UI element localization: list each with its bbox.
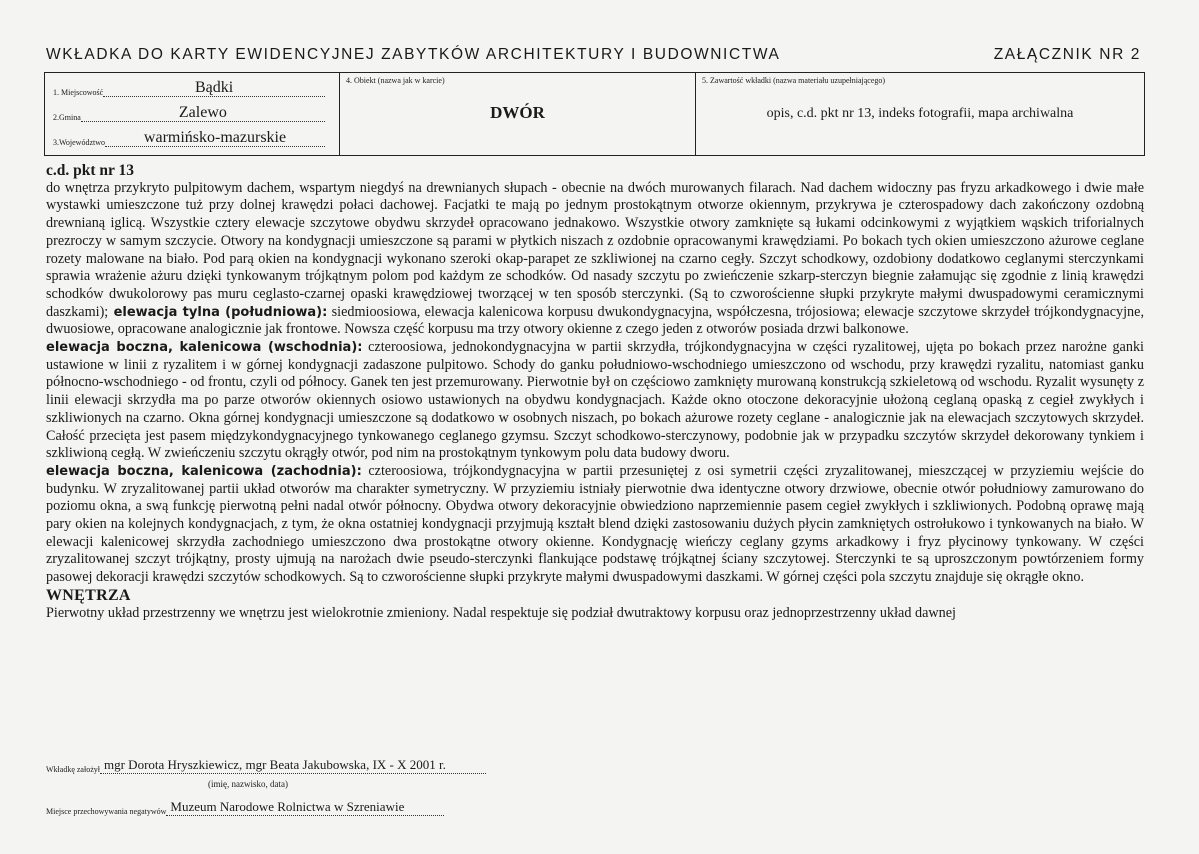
commune-row: [53, 105, 325, 122]
contents-box: [695, 72, 1145, 156]
paragraph-front: [46, 180, 1144, 339]
author-note: (imię, nazwisko, data): [208, 779, 288, 789]
rear-elevation-text: siedmioosiowa, elewacja kalenicowa korpusu dwukondygnacyjna, współczesna, trójosiowa; elewacje szczytowe skrzydeł trójkondygnacyjne, dwuosiowe, opracowane analogicznie jak frontowe. Nowsza część korpusu ma trzy otwory okienne z czego jeden z otworów posiada drzwi balkonowe.: [46, 303, 1144, 338]
author-label: Wkładkę założył: [46, 765, 100, 774]
locality-label: 1. Miejscowość: [53, 88, 104, 97]
object-value: DWÓR: [490, 103, 545, 122]
description-body: [46, 162, 1144, 622]
storage-value: Muzeum Narodowe Rolnictwa w Szreniawie: [166, 799, 444, 816]
storage-label: Miejsce przechowywania negatywów: [46, 807, 167, 816]
east-elevation-label: elewacja boczna, kalenicowa (wschodnia):: [46, 340, 363, 356]
locality-row: [53, 80, 325, 97]
contents-label: 5. Zawartość wkładki (nazwa materiału uzupełniającego): [702, 76, 886, 85]
voivodeship-row: [53, 130, 325, 147]
author-value: mgr Dorota Hryszkiewicz, mgr Beata Jakubowska, IX - X 2001 r.: [100, 757, 486, 774]
contents-value: opis, c.d. pkt nr 13, indeks fotografii, mapa archiwalna: [766, 106, 1074, 121]
location-box: [44, 72, 340, 156]
voivodeship-value: warmińsko-mazurskie: [105, 130, 325, 147]
paragraph-west: [46, 463, 1144, 587]
locality-value: Bądki: [103, 80, 325, 97]
document-title: WKŁADKA DO KARTY EWIDENCYJNEJ ZABYTKÓW ARCHITEKTURY I BUDOWNICTWA: [46, 46, 781, 63]
interior-title: WNĘTRZA: [46, 586, 131, 604]
commune-label: 2.Gmina: [53, 113, 81, 122]
object-box: [339, 72, 696, 156]
west-elevation-text: czteroosiowa, trójkondygnacyjna w partii przesuniętej z osi symetrii części zryzalitowanej, mieszczącej w przyziemiu wejście do budynku. W zryzalitowanej partii układ otworów ma charakter symetryczny. W przyziemiu istniały pierwotnie dwa identyczne otwory drzwiowe, obecnie otwór południowy zamurowano do poziomu okna, a swą funkcję pierwotną pełni nadal otwór północny. Obydwa otwory dekoracyjnie obwiedziono naprzemiennie pasem cegieł zwykłych i szkliwionych. Podobną oprawę mają pary okien na kolejnych kondygnacjach, z tym, że okna ostatniej kondygnacji przyjmują kształt blend dzięki zastosowaniu dużych płycin zamkniętych ostrołukowo i tynkowanych na biało. W elewacji kalenicowej skrzydła zachodniego umieszczono dwa prostokątne otwory okienne. Kondygnację wieńczy ceglany gzyms arkadkowy i fryz płycinowy tynkowany. W części zryzalitowanej szczyt trójkątny, prosty ujmują na narożach dwie pseudo-sterczynki flankujące podstawę trójkątnej ściany szczytowej. Sterczynki te są uproszczonym powtórzeniem formy pasowej dekoracji krawędzi szczytów schodkowych. Są to czworościenne słupki przykryte małymi dwuspadowymi daszkami. W górnej części pola szczytu znajduje się okrągłe okno.: [46, 462, 1144, 586]
paragraph-interior: Pierwotny układ przestrzenny we wnętrzu jest wielokrotnie zmieniony. Nadal respektuje się podział dwutraktowy korpusu oraz jednoprzestrzenny układ dawnej: [46, 604, 956, 621]
east-elevation-text: czteroosiowa, jednokondygnacyjna w partii skrzydła, trójkondygnacyjna w części ryzalitowej, ujęta po bokach przez narożne ganki ustawione w linii z ryzalitem i w górnej kondygnacji zadaszone pulpitowo. Schody do ganku południowo-wschodniego umieszczono od wschodu, przy krawędzi ryzalitu, natomiast ganku północno-wschodniego - od frontu, czyli od północy. Ganek ten jest przemurowany. Pierwotnie był on częściowo zamknięty murowaną konstrukcją szkieletową od wschodu. Ryzalit wysunęty z linii elewacji skrzydła ma po parze otworów okiennych osiowo ustawionych na obydwu kondygnacjach. Każde okno otoczone dekoracyjnie ułożoną ceglaną opaską z cegieł zwykłych i szkliwionych na czarno. Okna górnej kondygnacji umieszczone są dodatkowo w osobnych niszach, po bokach ażurowe rozety ceglane - analogicznie jak na elewacjach szczytowych skrzydeł. Całość przecięta jest pasem międzykondygnacyjnego tynkowanego ceglanego gzymsu. Szczyt schodkowo-sterczynowy, podobnie jak w przypadku szczytów skrzydeł dekorowany tynkiem i szkliwioną cegłą. W zwieńczeniu szczytu okrągły otwór, pod nim na prostokątnym tynkowym polu data budowy dworu.: [46, 339, 1144, 462]
rear-elevation-label: elewacja tylna (południowa):: [108, 304, 328, 320]
section-title: c.d. pkt nr 13: [46, 162, 134, 179]
west-elevation-label: elewacja boczna, kalenicowa (zachodnia):: [46, 463, 362, 479]
commune-value: Zalewo: [81, 105, 325, 122]
object-label: 4. Obiekt (nazwa jak w karcie): [346, 76, 445, 85]
paragraph-east: [46, 339, 1144, 463]
author-row: [46, 757, 486, 774]
annex-number: ZAŁĄCZNIK NR 2: [993, 46, 1141, 63]
paragraph-front-text: do wnętrza przykryto pulpitowym dachem, wspartym niegdyś na drewnianych słupach - obecnie na dwóch murowanych filarach. Nad dachem widoczny pas fryzu arkadkowego i dwie małe wystawki umieszczone tuż przy dolnej krawędzi połaci dachowej. Facjatki te mają po jednym prostokątnym otworze okiennym, przykrywa je czterospadowy dach zakończony ozdobną drewnianą iglicą. Wszystkie cztery elewacje szczytowe obydwu skrzydeł opracowano jednakowo. Wszystkie otwory zamknięte są łukami odcinkowymi z wyjątkiem wąskich triforialnych prezroczy w samym szczycie. Otwory na kondygnacji umieszczone są parami w płytkich niszach z ozdobnie opracowanymi krawędziami. Po bokach tych okien umieszczono ażurowe ceglane rozety malowane na biało. Pod parą okien na kondygnacji wykonano szeroki okap-parapet ze szkliwionej na czarno cegły. Szczyt schodkowy, ozdobiony dodatkowo ceglanymi sterczynkami sprawia wrażenie ażuru dzięki tynkowanym trójkątnym polom pod każdym ze schodków. Od nasady szczytu po zwieńczenie szkarp-sterczyn biegnie załamując się zgodnie z linią krawędzi schodków dwukolorowy pas muru ceglasto-czarnej opaski krawędziowej tworzącej w ten sposób sterczynki. (Są to czworościenne słupki przykryte małymi dwuspadowymi ceramicznymi daszkami);: [46, 179, 1144, 320]
voivodeship-label: 3.Województwo: [53, 138, 106, 147]
storage-row: [46, 799, 444, 816]
